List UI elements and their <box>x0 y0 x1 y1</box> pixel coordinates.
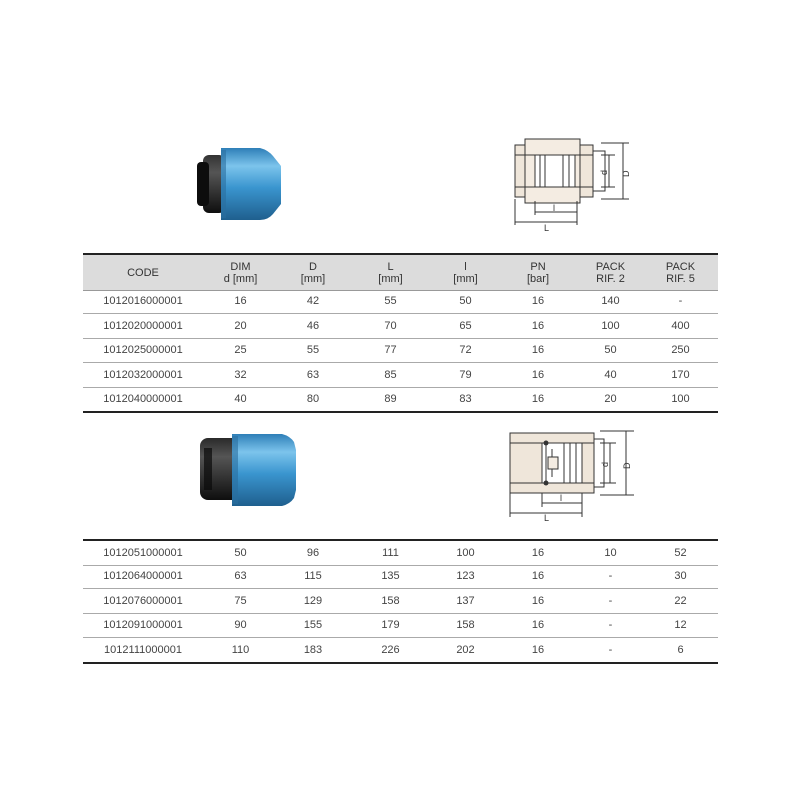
label-L-2: L <box>544 513 550 523</box>
cell-l: 65 <box>459 319 472 332</box>
cell-code: 1012025000001 <box>103 344 183 357</box>
cell-pack2: 140 <box>601 295 620 307</box>
cell-dim: 25 <box>234 344 247 357</box>
cell-pack5: 6 <box>677 644 684 657</box>
cell-pack5: 400 <box>671 319 690 332</box>
cell-l: 72 <box>459 344 472 357</box>
col-dim-label-2: d [mm] <box>223 272 258 285</box>
cell-code: 1012064000001 <box>103 569 183 582</box>
col-L-header <box>348 255 433 290</box>
cell-dim: 40 <box>234 393 247 406</box>
cell-D: 155 <box>303 619 323 632</box>
col-pn-label-1: PN <box>530 260 546 273</box>
label-l-1: l <box>553 203 555 213</box>
cell-pack5: 100 <box>671 393 690 406</box>
cell-l: 100 <box>456 547 475 559</box>
col-pack5-header <box>643 255 718 290</box>
col-l-header <box>433 255 498 290</box>
table-row <box>83 387 718 413</box>
fitting-photo-small <box>185 140 295 230</box>
cell-dim: 32 <box>234 368 247 381</box>
label-d-1: d <box>599 169 609 175</box>
cell-pack5: 12 <box>674 619 687 632</box>
cell-L: 55 <box>384 295 397 307</box>
cell-code: 1012111000001 <box>104 644 182 657</box>
col-D-header <box>278 255 348 290</box>
cell-pn: 16 <box>531 319 545 332</box>
cell-dim: 75 <box>234 594 247 607</box>
cell-pn: 16 <box>531 569 545 582</box>
table-row <box>83 338 718 363</box>
cell-pn: 16 <box>531 368 545 381</box>
col-D-label-1: D <box>309 260 317 273</box>
label-l-2: l <box>560 493 562 503</box>
cell-l: 79 <box>459 368 472 381</box>
cell-L: 135 <box>381 569 400 582</box>
col-l-label-1: l <box>464 260 467 273</box>
cell-pack2: - <box>608 594 613 607</box>
cell-L: 226 <box>381 644 400 657</box>
col-dim-header <box>203 255 278 290</box>
table-row <box>83 363 718 388</box>
cell-L: 70 <box>384 319 397 332</box>
cell-pack5: 170 <box>671 368 690 381</box>
cell-D: 96 <box>306 547 320 559</box>
cell-dim: 63 <box>234 569 247 582</box>
col-dim-label-1: DIM <box>230 260 251 273</box>
cell-pack2: 50 <box>604 344 617 357</box>
cell-pn: 16 <box>531 295 545 307</box>
cell-pack2: 10 <box>604 547 617 559</box>
cell-l: 137 <box>456 594 475 607</box>
fitting-photo-large <box>190 430 300 510</box>
technical-drawing-2 <box>500 423 640 523</box>
cell-pack2: 40 <box>604 368 617 381</box>
cell-L: 179 <box>381 619 400 632</box>
cell-code: 1012016000001 <box>103 295 183 307</box>
col-pack5-label-2: RIF. 5 <box>666 272 695 285</box>
table-row <box>83 638 718 664</box>
col-pn-header <box>498 255 578 290</box>
col-L-label-2: [mm] <box>378 272 403 285</box>
cell-pn: 16 <box>531 594 545 607</box>
col-pn-label-2: [bar] <box>526 272 549 285</box>
cell-code: 1012032000001 <box>103 368 183 381</box>
cell-D: 42 <box>306 295 320 307</box>
col-pack2-label-1: PACK <box>595 260 626 273</box>
cell-pack2: - <box>608 619 613 632</box>
cell-L: 111 <box>382 547 399 559</box>
cell-L: 158 <box>381 594 400 607</box>
cell-code: 1012040000001 <box>103 393 183 406</box>
cell-l: 50 <box>459 295 472 307</box>
table-row <box>83 289 718 314</box>
col-pack5-label-1: PACK <box>665 260 696 273</box>
cell-dim: 90 <box>234 619 247 632</box>
col-code-header <box>83 255 203 290</box>
col-code-label: CODE <box>127 266 159 279</box>
cell-code: 1012020000001 <box>103 319 183 332</box>
cell-pack5: 52 <box>674 547 687 559</box>
cell-D: 46 <box>306 319 320 332</box>
cell-D: 115 <box>304 569 322 582</box>
cell-pn: 16 <box>531 393 545 406</box>
cell-dim: 16 <box>234 295 247 307</box>
cell-pack2: - <box>608 644 613 657</box>
col-D-label-2: [mm] <box>300 272 326 285</box>
table-row <box>83 314 718 339</box>
cell-D: 183 <box>303 644 323 657</box>
table-header <box>83 253 718 291</box>
cell-dim: 110 <box>231 644 250 657</box>
cell-L: 85 <box>384 368 397 381</box>
table-row <box>83 539 718 566</box>
label-L-1: L <box>544 223 550 233</box>
cell-pack2: - <box>608 569 613 582</box>
cell-pn: 16 <box>531 644 545 657</box>
cell-pack5: 30 <box>674 569 687 582</box>
col-pack2-header <box>578 255 643 290</box>
cell-l: 202 <box>456 644 475 657</box>
cell-pack5: 22 <box>674 594 687 607</box>
label-D-2: D <box>622 462 632 469</box>
cell-l: 123 <box>456 569 475 582</box>
cell-L: 77 <box>384 344 397 357</box>
cell-code: 1012091000001 <box>103 619 183 632</box>
table-row <box>83 564 718 589</box>
cell-D: 80 <box>306 393 320 406</box>
cell-D: 63 <box>306 368 320 381</box>
label-d-2: d <box>600 461 610 467</box>
col-L-label-1: L <box>387 260 394 273</box>
cell-pack5: - <box>678 295 683 307</box>
table-row <box>83 613 718 638</box>
cell-D: 129 <box>303 594 323 607</box>
cell-code: 1012051000001 <box>103 547 183 559</box>
cell-dim: 50 <box>234 547 247 559</box>
cell-l: 83 <box>459 393 472 406</box>
label-D-1: D <box>621 170 631 177</box>
cell-L: 89 <box>384 393 397 406</box>
cell-pn: 16 <box>531 547 545 559</box>
cell-l: 158 <box>456 619 475 632</box>
cell-pack2: 100 <box>601 319 620 332</box>
cell-dim: 20 <box>234 319 247 332</box>
cell-pn: 16 <box>531 619 545 632</box>
cell-pn: 16 <box>531 344 545 357</box>
cell-pack2: 20 <box>604 393 617 406</box>
cell-pack5: 250 <box>671 344 690 357</box>
technical-drawing-1 <box>505 133 635 233</box>
col-pack2-label-2: RIF. 2 <box>596 272 625 285</box>
cell-D: 55 <box>306 344 320 357</box>
cell-code: 1012076000001 <box>103 594 183 607</box>
table-row <box>83 589 718 614</box>
col-l-label-2: [mm] <box>453 272 478 285</box>
